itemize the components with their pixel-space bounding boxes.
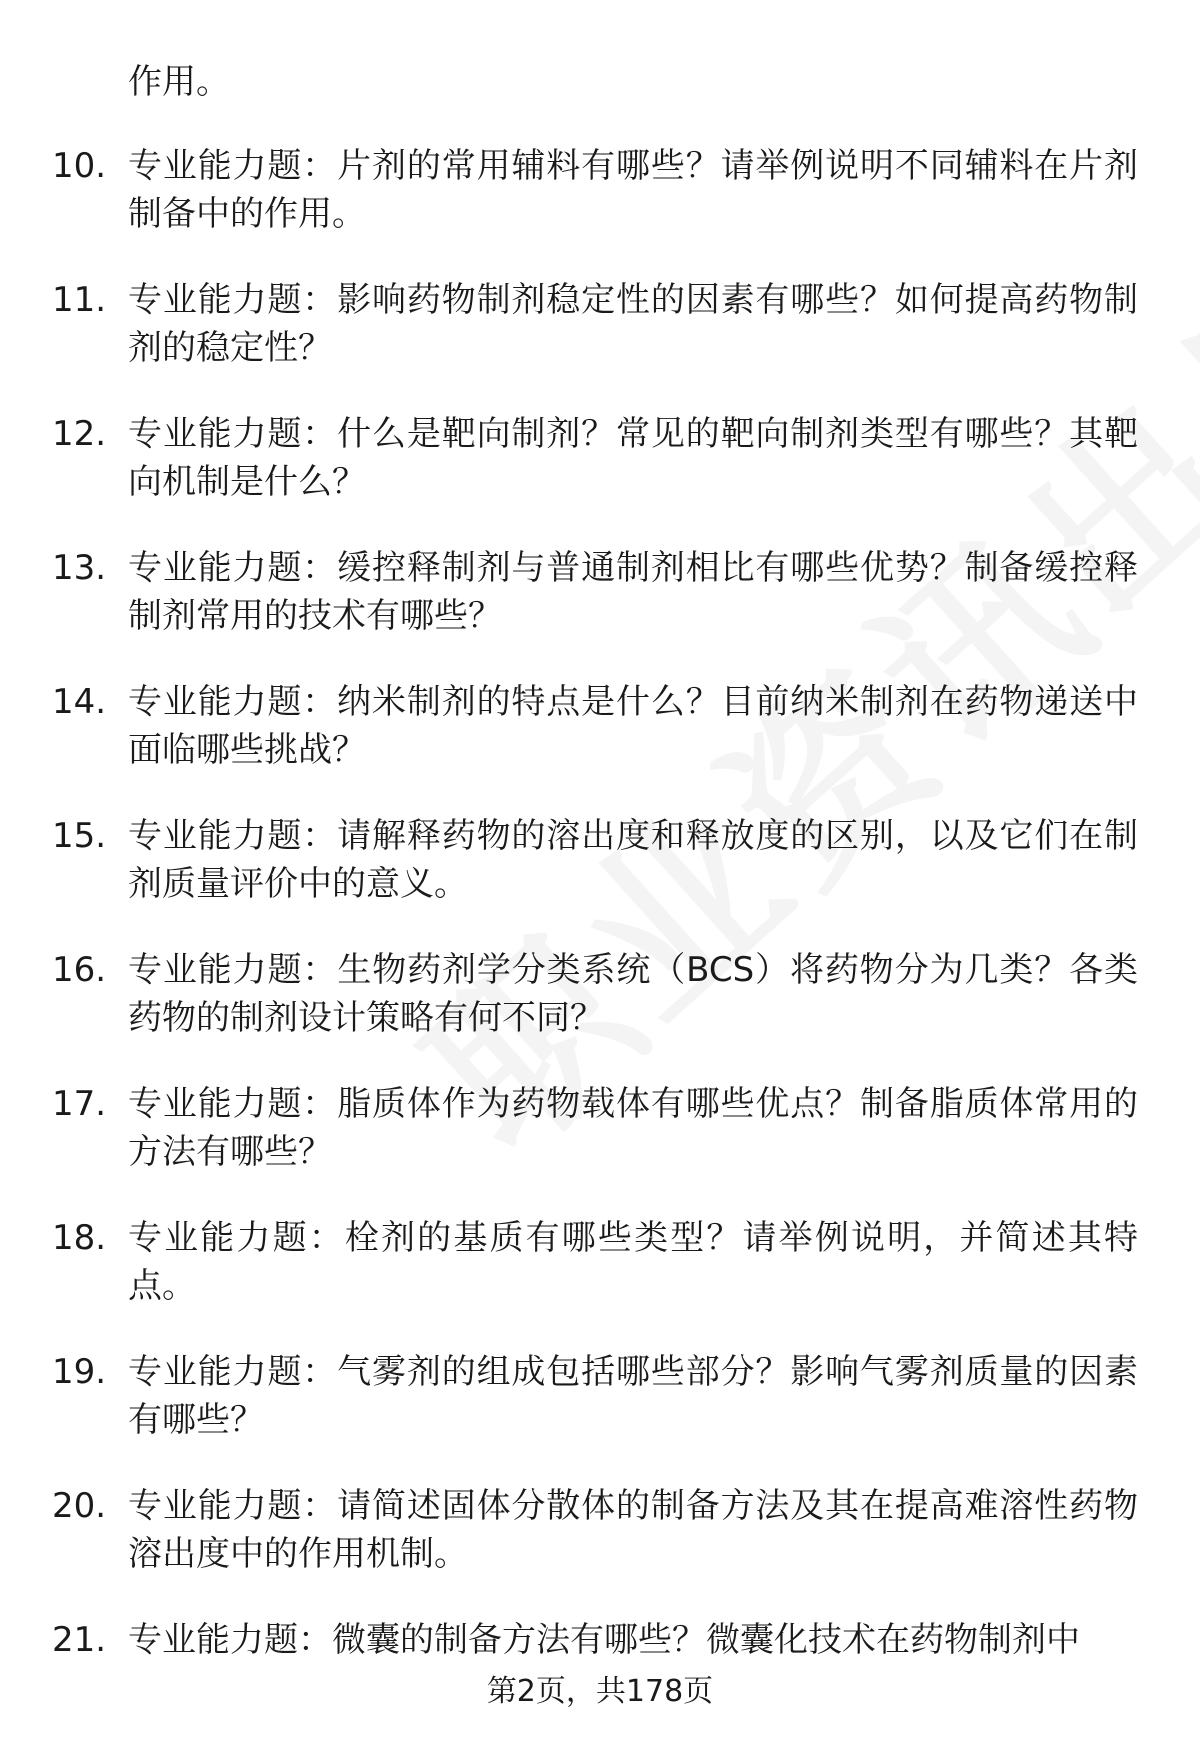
question-number: 12. — [52, 414, 107, 454]
question-number: 13. — [52, 548, 107, 588]
question-item — [0, 678, 1200, 812]
question-text: 专业能力题：栓剂的基质有哪些类型？请举例说明，并简述其特点。 — [128, 1218, 1138, 1306]
question-number: 16. — [52, 950, 107, 990]
question-text: 专业能力题：请解释药物的溶出度和释放度的区别，以及它们在制剂质量评价中的意义。 — [128, 816, 1138, 904]
question-item — [0, 1482, 1200, 1616]
question-text: 专业能力题：片剂的常用辅料有哪些？请举例说明不同辅料在片剂制备中的作用。 — [128, 146, 1138, 234]
question-item — [0, 1080, 1200, 1214]
question-text: 专业能力题：气雾剂的组成包括哪些部分？影响气雾剂质量的因素有哪些？ — [128, 1352, 1138, 1440]
question-text: 专业能力题：影响药物制剂稳定性的因素有哪些？如何提高药物制剂的稳定性？ — [128, 280, 1138, 368]
question-number: 11. — [52, 280, 107, 320]
question-number: 14. — [52, 682, 107, 722]
question-item — [0, 1616, 1200, 1750]
question-text: 专业能力题：纳米制剂的特点是什么？目前纳米制剂在药物递送中面临哪些挑战？ — [128, 682, 1138, 770]
question-item — [0, 276, 1200, 410]
question-text: 专业能力题：什么是靶向制剂？常见的靶向制剂类型有哪些？其靶向机制是什么？ — [128, 414, 1138, 502]
question-number: 19. — [52, 1352, 107, 1392]
question-text: 专业能力题：生物药剂学分类系统（BCS）将药物分为几类？各类药物的制剂设计策略有何不同？ — [128, 950, 1138, 1038]
page-footer: 第2页，共178页 — [486, 1674, 714, 1709]
question-list — [0, 142, 1200, 1750]
question-text: 专业能力题：请简述固体分散体的制备方法及其在提高难溶性药物溶出度中的作用机制。 — [128, 1486, 1138, 1574]
question-item — [0, 1214, 1200, 1348]
question-number: 10. — [52, 146, 107, 186]
question-item — [0, 142, 1200, 276]
question-text: 专业能力题：缓控释制剂与普通制剂相比有哪些优势？制备缓控释制剂常用的技术有哪些？ — [128, 548, 1138, 636]
question-item — [0, 544, 1200, 678]
question-item — [0, 1348, 1200, 1482]
question-number: 18. — [52, 1218, 107, 1258]
question-number: 21. — [52, 1620, 107, 1660]
question-item — [0, 946, 1200, 1080]
question-item — [0, 410, 1200, 544]
question-number: 17. — [52, 1084, 107, 1124]
continuation-text: 作用。 — [128, 62, 230, 102]
question-text: 专业能力题：脂质体作为药物载体有哪些优点？制备脂质体常用的方法有哪些？ — [128, 1084, 1138, 1172]
question-item — [0, 812, 1200, 946]
question-text: 专业能力题：微囊的制备方法有哪些？微囊化技术在药物制剂中 — [128, 1620, 1080, 1660]
question-number: 15. — [52, 816, 107, 856]
question-number: 20. — [52, 1486, 107, 1526]
